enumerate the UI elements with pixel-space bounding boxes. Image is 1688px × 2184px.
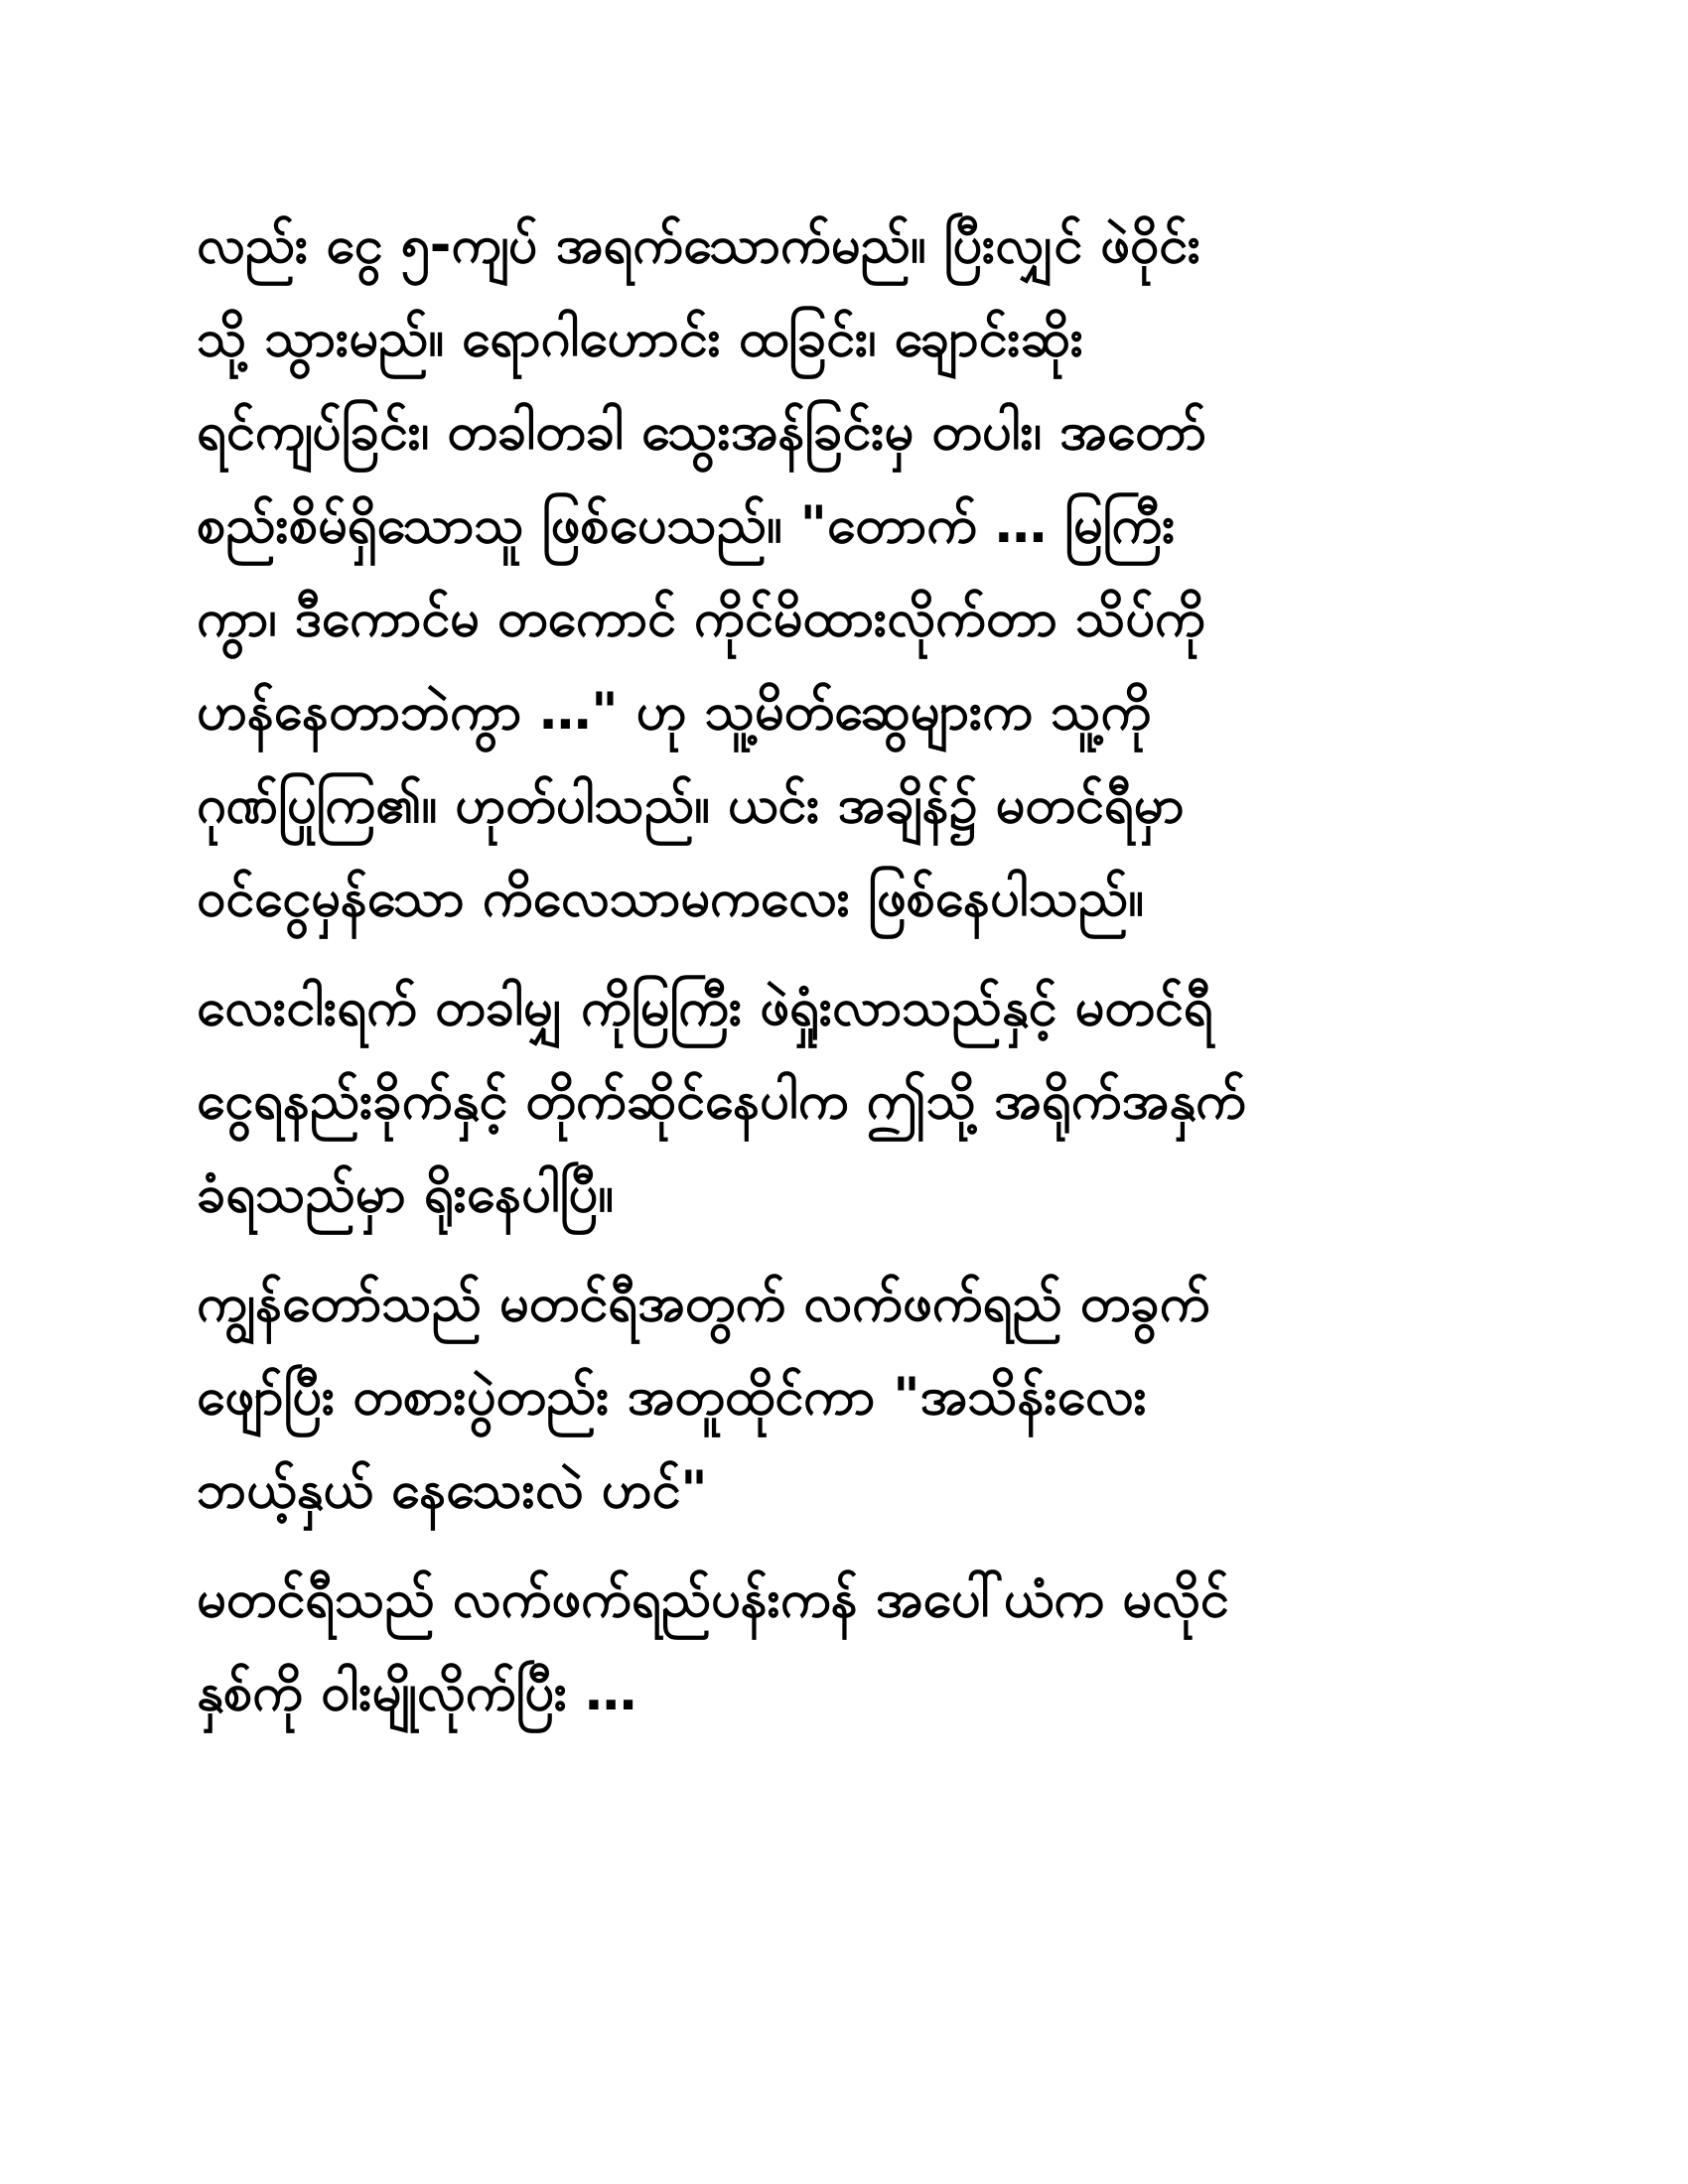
text-line: စည်းစိမ်ရှိသောသူ ဖြစ်ပေသည်။ "တောက် … မြကြီး [197,495,1176,555]
text-line: ဂုဏ်ပြုကြ၏။ ဟုတ်ပါသည်။ ယင်း အချိန်၌ မတင်ရီမှာ [197,775,1185,835]
text-line: ငွေရနည်းခိုက်နှင့် တိုက်ဆိုင်နေပါက ဤသို့ အရိုက်အနှက် [197,1071,1246,1131]
paragraph-3 [197,1257,1497,1537]
text-line: ဝင်ငွေမှန်သော ကိလေသာမကလေး ဖြစ်နေပါသည်။ [197,869,1144,928]
text-line: ခံရသည်မှာ ရိုးနေပါပြီ။ [197,1164,614,1224]
text-line: ကျွန်တော်သည် မတင်ရီအတွက် လက်ဖက်ရည် တခွက် [197,1274,1210,1333]
paragraph-2 [197,961,1497,1241]
text-line: မတင်ရီသည် လက်ဖက်ရည်ပန်းကန် အပေါ်ယံက မလိုင် [197,1570,1229,1629]
text-line: လေးငါးရက် တခါမျှ ကိုမြကြီး ဖဲရှုံးလာသည်နှင့် မတင်ရီ [197,978,1213,1037]
text-line: ဟန်နေတာဘဲကွာ …" ဟု သူ့မိတ်ဆွေများက သူ့ကို [197,682,1152,742]
text-line: လည်း ငွေ ၅-ကျပ် အရက်သောက်မည်။ ပြီးလျှင် ဖဲဝိုင်း [197,215,1201,275]
text-line: ဘယ့်နှယ် နေသေးလဲ ဟင်" [197,1460,708,1520]
text-line: ဖျော်ပြီး တစားပွဲတည်း အတူထိုင်ကာ "အသိန်းလေး [197,1367,1147,1427]
body-text [197,199,1497,1755]
paragraph-1 [197,199,1497,945]
text-line: ကွာ၊ ဒီကောင်မ တကောင် ကိုင်မိထားလိုက်တာ သိပ်ကို [197,589,1205,648]
text-line: နှစ်ကို ဝါးမျိုလိုက်ပြီး … [197,1663,637,1722]
paragraph-4 [197,1553,1497,1739]
text-line: ရင်ကျပ်ခြင်း၊ တခါတခါ သွေးအန်ခြင်းမှ တပါး၊ အတော် [197,402,1206,462]
text-line: သို့ သွားမည်။ ရောဂါဟောင်း ထခြင်း၊ ချောင်းဆိုး [197,309,1084,368]
